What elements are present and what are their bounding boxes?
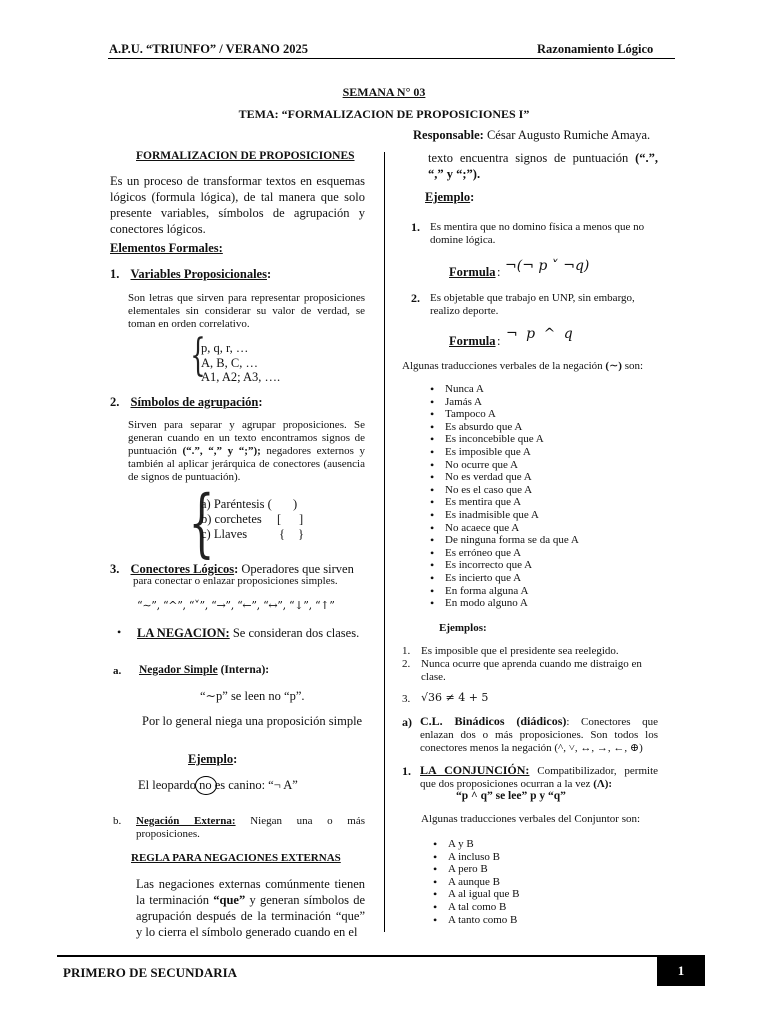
ex1-text: Es mentira que no domino física a menos que no domine lógica. bbox=[430, 221, 645, 246]
ex1-formula-colon: : bbox=[497, 265, 501, 279]
item1-title: Variables Proposicionales bbox=[130, 267, 267, 281]
examples-title: Ejemplos: bbox=[439, 622, 487, 634]
item3-text-a: Operadores que sirven bbox=[238, 562, 354, 576]
list-item: • A al igual que B bbox=[448, 888, 520, 901]
list-item bbox=[402, 691, 660, 705]
conj-reading: “p ^ q” se lee” p y “q” bbox=[456, 790, 566, 802]
brace-open: { bbox=[279, 527, 285, 541]
binary-title: C.L. Binádicos (diádicos) bbox=[420, 714, 567, 728]
conj-paragraph bbox=[420, 764, 658, 791]
week-title: SEMANA N° 03 bbox=[342, 85, 426, 99]
circle-annotation bbox=[195, 776, 217, 795]
example-num: 3. bbox=[402, 693, 411, 705]
neg-b-paragraph bbox=[136, 815, 365, 841]
bracket-close: ] bbox=[299, 512, 304, 526]
neg-translations-end: son: bbox=[621, 360, 644, 372]
list-item: A1, A2; A3, …. bbox=[201, 370, 281, 384]
bracket-open: [ bbox=[277, 512, 282, 526]
item2-heading bbox=[110, 395, 262, 410]
column-divider bbox=[384, 152, 385, 932]
right-continuation bbox=[428, 150, 658, 182]
item3-colon: : bbox=[234, 562, 239, 576]
item1-heading bbox=[110, 267, 271, 282]
right-cont-a: texto encuentra signos de puntuación bbox=[428, 151, 636, 165]
header-rule bbox=[108, 58, 675, 59]
responsible bbox=[413, 128, 650, 143]
rule-title: REGLA PARA NEGACIONES EXTERNAS bbox=[131, 852, 341, 864]
item1-text: Son letras que sirven para representar proposiciones elementales sin considerar su valor de verdad, se toman en orden correlativo. bbox=[128, 292, 365, 330]
list-item: • En modo alguno A bbox=[445, 597, 579, 610]
example-text: Es imposible que el presidente sea reelegido. bbox=[421, 645, 619, 657]
conjunction-translations-list bbox=[448, 838, 520, 926]
neg-a-rest: (Interna): bbox=[217, 664, 270, 676]
list-item: • Es absurdo que A bbox=[445, 421, 579, 434]
brackets-label: b) corchetes bbox=[201, 512, 262, 526]
list-item: • A pero B bbox=[448, 863, 520, 876]
neg-translations-text: Algunas traducciones verbales de la negación bbox=[402, 360, 606, 372]
neg-b-letter: b. bbox=[113, 815, 122, 827]
binary-text: : Conectores que enlazan dos o más proposiciones. Son todos los conectores menos la negación (^, ˅, ↔, →, ←, ⊕) bbox=[420, 716, 658, 754]
ex1-formula: ¬(¬ p ˅ ¬q) bbox=[505, 258, 590, 274]
variables-list bbox=[201, 341, 280, 385]
right-example-heading bbox=[425, 190, 474, 205]
example-num: 1. bbox=[402, 645, 411, 657]
right-example-colon: : bbox=[470, 190, 475, 204]
list-item: • A incluso B bbox=[448, 851, 520, 864]
header-subject: Razonamiento Lógico bbox=[537, 42, 654, 56]
footer-title: PRIMERO DE SECUNDARIA bbox=[63, 965, 238, 980]
topic-title: TEMA: “FORMALIZACION DE PROPOSICIONES I” bbox=[238, 107, 530, 121]
rule-text-b: “que” bbox=[213, 893, 246, 907]
item2-text-b: (“.”, “,” y “;”); bbox=[182, 445, 261, 457]
neg-a-example-label: Ejemplo bbox=[188, 752, 234, 766]
list-item: • Es inconcebible que A bbox=[445, 433, 579, 446]
neg-a-example-colon: : bbox=[233, 752, 238, 766]
responsible-name: César Augusto Rumiche Amaya. bbox=[483, 128, 651, 142]
list-item: A, B, C, … bbox=[201, 355, 258, 370]
list-item bbox=[402, 658, 660, 684]
examples-list bbox=[402, 645, 660, 705]
list-item: • Es incierto que A bbox=[445, 572, 579, 585]
neg-a-title: Negador Simple bbox=[139, 664, 218, 676]
neg-b-title: Negación Externa: bbox=[136, 815, 236, 827]
elements-title: Elementos Formales: bbox=[110, 241, 223, 255]
list-item: • No ocurre que A bbox=[445, 459, 579, 472]
rule-text-a: Las negaciones externas comúnmente tienen la terminación bbox=[136, 877, 365, 907]
ex1-num: 1. bbox=[411, 220, 420, 234]
list-item: • No acaece que A bbox=[445, 522, 579, 535]
neg-symbol: (∼) bbox=[605, 360, 622, 372]
neg-a-text: Por lo general niega una proposición simple bbox=[142, 714, 363, 728]
ex2-text: Es objetable que trabajo en UNP, sin embargo, realizo deporte. bbox=[430, 292, 635, 317]
list-item: • A y B bbox=[448, 838, 520, 851]
section-title: FORMALIZACION DE PROPOSICIONES bbox=[136, 150, 355, 162]
conj-intro: Algunas traducciones verbales del Conjuntor son: bbox=[421, 813, 641, 825]
item3-text-b: para conectar o enlazar proposiciones simples. bbox=[133, 575, 338, 587]
list-item: p, q, r, … bbox=[201, 341, 249, 355]
item1-colon: : bbox=[266, 267, 272, 281]
page-number: 1 bbox=[657, 956, 705, 986]
brace-left-1: { bbox=[190, 330, 206, 381]
neg-a-letter: a. bbox=[113, 665, 122, 677]
right-example-label: Ejemplo bbox=[425, 190, 471, 204]
ex2-formula: ¬ p ^ q bbox=[506, 326, 573, 342]
ex1-formula-label: Formula bbox=[449, 265, 496, 279]
rule-text bbox=[136, 876, 365, 940]
item3-title: Conectores Lógicos bbox=[130, 562, 235, 576]
example-num: 2. bbox=[402, 658, 411, 670]
right-cont-b: (“.”, “,” y “;”). bbox=[428, 151, 658, 181]
braces-label: c) Llaves bbox=[201, 527, 248, 541]
negation-title: LA NEGACION: bbox=[137, 626, 230, 640]
connector-symbols: “∼”, “^”, “˅”, “→”, “←”, “↔”, “↓”, “↑” bbox=[137, 599, 335, 612]
conj-text-a: Compatibilizador, permite que dos proposiciones ocurran a la vez bbox=[420, 765, 659, 790]
neg-a-example: El leopardo no es canino: “¬ A” bbox=[138, 778, 298, 792]
parentheses-close: ) bbox=[293, 497, 298, 511]
negation-paragraph bbox=[137, 625, 365, 641]
negation-translations-list bbox=[445, 383, 579, 610]
list-item: • A aunque B bbox=[448, 876, 520, 889]
list-item: • No es el caso que A bbox=[445, 484, 579, 497]
intro-paragraph: Es un proceso de transformar textos en esquemas lógicos (formula lógica), de tal manera que solo presente variables, símbolos de agrupación y conectores lógicos. bbox=[110, 174, 365, 236]
list-item: • Tampoco A bbox=[445, 408, 579, 421]
parentheses-label: a) Paréntesis ( bbox=[201, 497, 272, 511]
binary-letter: a) bbox=[402, 715, 412, 729]
conj-title: LA CONJUNCIÓN: bbox=[420, 763, 530, 777]
binary-paragraph bbox=[420, 715, 658, 755]
list-item: • Es inadmisible que A bbox=[445, 509, 579, 522]
ex2-formula-label: Formula bbox=[449, 334, 496, 348]
list-item: • Es erróneo que A bbox=[445, 547, 579, 560]
item2-colon: : bbox=[258, 395, 263, 409]
conj-num: 1. bbox=[402, 764, 411, 778]
header-title: A.P.U. “TRIUNFO” / VERANO 2025 bbox=[109, 42, 308, 56]
brace-close: } bbox=[298, 527, 304, 541]
grouping-list bbox=[201, 497, 351, 542]
list-item: • Jamás A bbox=[445, 396, 579, 409]
list-item bbox=[402, 645, 660, 658]
neg-translations-intro bbox=[402, 360, 643, 373]
footer-rule bbox=[57, 955, 705, 957]
neg-a-example-heading bbox=[188, 752, 237, 767]
example-text: √36 ≠ 4 + 5 bbox=[421, 691, 489, 704]
brace-left-2: { bbox=[188, 480, 215, 566]
conj-text-b: (Λ): bbox=[593, 778, 613, 790]
rule-text-c: y generan símbolos de agrupación después de la terminación “que” y lo cierra el símbolo generado cuando en el bbox=[136, 893, 365, 939]
list-item: • A tanto como B bbox=[448, 914, 520, 927]
neg-a-heading bbox=[139, 664, 269, 676]
item1-num: 1. bbox=[110, 267, 120, 281]
list-item: • Es incorrecto que A bbox=[445, 559, 579, 572]
list-item: • De ninguna forma se da que A bbox=[445, 534, 579, 547]
item2-text-c: negadores externos y también al aplicar jerárquica de conectores (ausencia de signos de puntuación). bbox=[128, 445, 365, 483]
list-item: • Es imposible que A bbox=[445, 446, 579, 459]
bullet-negation: • bbox=[117, 625, 122, 639]
negation-text: Se consideran dos clases. bbox=[229, 626, 360, 640]
list-item: • A tal como B bbox=[448, 901, 520, 914]
neg-a-reading: “∼p” se leen no “p”. bbox=[200, 689, 305, 703]
example-text: Nunca ocurre que aprenda cuando me distraigo en clase. bbox=[421, 658, 642, 683]
item3-num: 3. bbox=[110, 562, 120, 576]
ex2-num: 2. bbox=[411, 291, 420, 305]
responsible-label: Responsable: bbox=[413, 128, 484, 142]
ex2-formula-colon: : bbox=[497, 334, 501, 348]
list-item: • No es verdad que A bbox=[445, 471, 579, 484]
list-item: • Es mentira que A bbox=[445, 496, 579, 509]
list-item: • En forma alguna A bbox=[445, 585, 579, 598]
item2-text bbox=[128, 419, 365, 484]
neg-b-text: Niegan una o más proposiciones. bbox=[136, 815, 365, 840]
list-item: • Nunca A bbox=[445, 383, 579, 396]
item2-num: 2. bbox=[110, 395, 120, 409]
item2-title: Símbolos de agrupación bbox=[130, 395, 259, 409]
item2-text-a: Sirven para separar y agrupar proposiciones. Se generan cuando en un texto encontramos signos de puntuación bbox=[128, 419, 365, 457]
